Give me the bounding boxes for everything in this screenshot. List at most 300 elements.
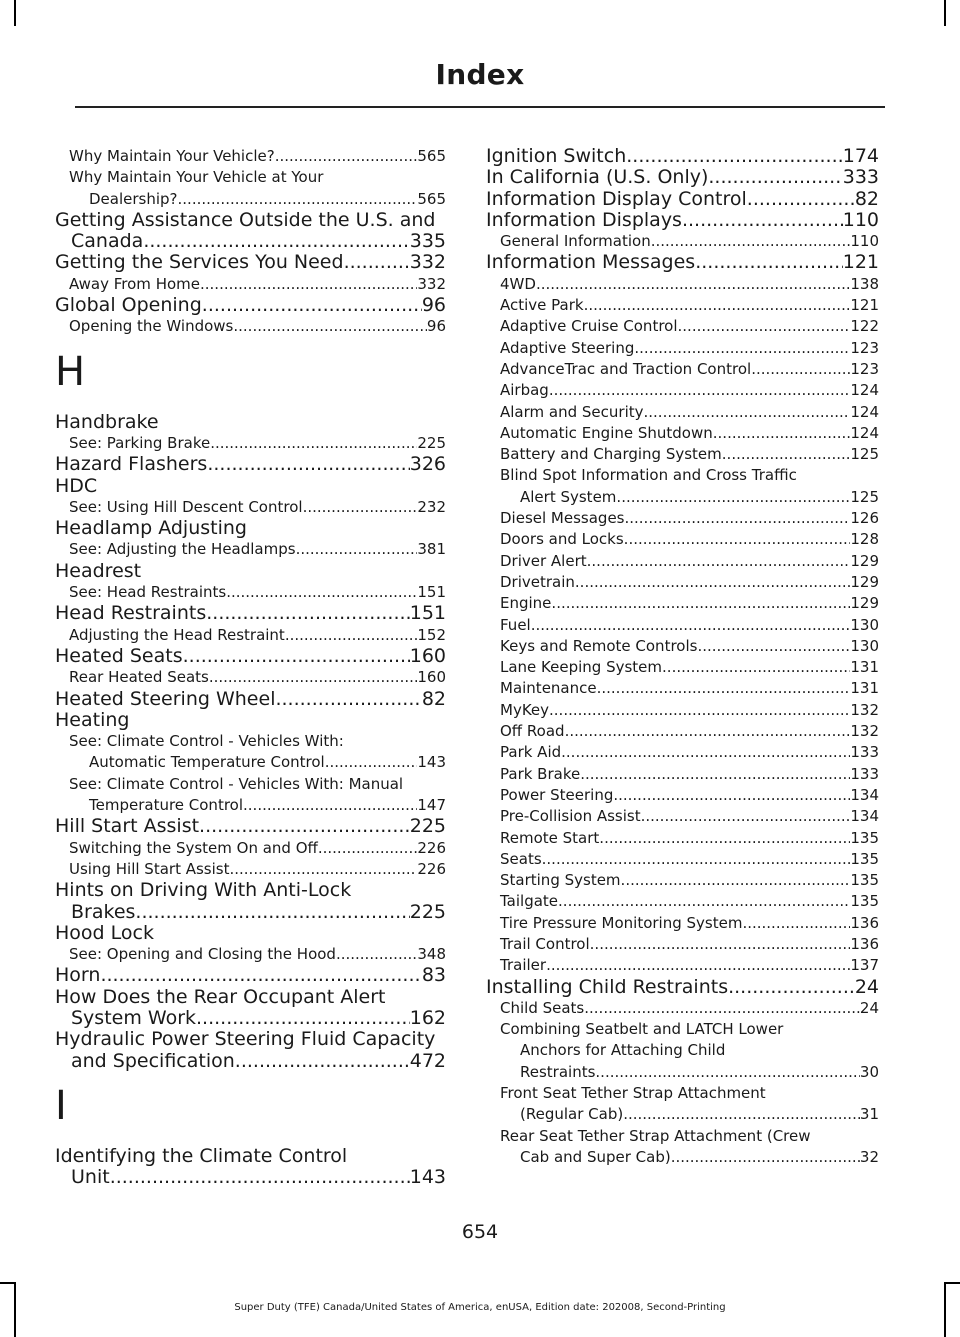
dot-leader (285, 625, 418, 646)
entry-text: Unit (71, 1166, 110, 1189)
index-entry (55, 710, 446, 731)
dot-leader (296, 539, 418, 560)
index-entry (486, 167, 879, 188)
index-subentry (486, 913, 879, 934)
crop-mark-top-right-v (944, 0, 946, 26)
entry-text: System Work (71, 1006, 197, 1029)
dot-leader (226, 582, 417, 603)
entry-text: Heated Seats (55, 645, 183, 667)
entry-text: Engine (500, 594, 552, 613)
page-reference: 332 (409, 252, 446, 274)
entry-text: Drivetrain (500, 572, 575, 591)
entry-text: Seats (500, 849, 542, 868)
dot-leader (551, 593, 850, 614)
entry-line (55, 1146, 446, 1167)
index-subentry (486, 1083, 879, 1126)
page-reference: 123 (850, 338, 879, 357)
entry-line (486, 977, 879, 998)
page-reference: 137 (850, 956, 879, 975)
index-subentry (486, 764, 879, 785)
entry-text: Horn (55, 965, 101, 987)
entry-line (486, 955, 879, 976)
entry-line (486, 742, 879, 763)
page-reference: 225 (409, 816, 446, 838)
page-reference: 138 (850, 274, 879, 293)
page-reference: 135 (850, 849, 879, 868)
entry-text: Lane Keeping System (500, 658, 663, 677)
entry-text: Heating (55, 709, 130, 731)
index-entry (55, 880, 446, 923)
index-subentry (55, 667, 446, 688)
page-reference: 110 (850, 232, 879, 251)
dot-leader (624, 529, 851, 550)
index-subentry (486, 1019, 879, 1083)
page-reference: 133 (850, 764, 879, 783)
index-subentry (486, 721, 879, 742)
entry-text: See: Using Hill Descent Control (69, 497, 303, 516)
dot-leader (549, 380, 851, 401)
dot-leader (697, 636, 850, 657)
dot-leader (671, 1147, 860, 1168)
index-subentry (486, 636, 879, 657)
entry-text: Identifying the Climate Control (55, 1145, 348, 1167)
entry-line (486, 572, 879, 593)
dot-leader (243, 795, 417, 816)
page-reference: 147 (417, 796, 446, 815)
entry-line (55, 625, 446, 646)
dot-leader (584, 998, 860, 1019)
page-reference: 333 (842, 167, 879, 189)
dot-leader (325, 752, 418, 773)
entry-line (55, 476, 446, 497)
index-subentry (486, 402, 879, 423)
index-subentry (486, 359, 879, 380)
dot-leader (651, 231, 851, 252)
dot-leader (590, 934, 851, 955)
entry-text: Headrest (55, 560, 142, 582)
dot-leader (728, 977, 855, 998)
page-reference: 124 (850, 381, 879, 400)
entry-line (486, 785, 879, 806)
index-subentry (486, 529, 879, 550)
entry-text: Why Maintain Your Vehicle at Your (69, 168, 324, 187)
dot-leader (623, 1104, 860, 1125)
entry-line (55, 603, 446, 624)
index-entry (55, 476, 446, 497)
entry-line (486, 806, 879, 827)
entry-line (486, 1083, 879, 1104)
index-subentry (486, 1126, 879, 1169)
entry-text: Hints on Driving With Anti-Lock (55, 880, 352, 902)
index-entry (55, 561, 446, 582)
index-subentry (486, 870, 879, 891)
entry-line (55, 518, 446, 539)
entry-text: Dealership? (89, 189, 178, 208)
entry-line (55, 880, 446, 901)
entry-line (55, 689, 446, 710)
dot-leader (196, 1008, 410, 1029)
entry-line (55, 433, 446, 454)
index-entry (486, 977, 879, 998)
entry-line (55, 944, 446, 965)
page-reference: 335 (409, 230, 446, 253)
page-reference: 472 (409, 1049, 446, 1072)
entry-line (486, 828, 879, 849)
dot-leader (275, 689, 421, 710)
entry-line (55, 295, 446, 316)
dot-leader (662, 657, 850, 678)
entry-line (486, 146, 879, 167)
page-reference: 136 (850, 934, 879, 953)
page-reference: 565 (417, 147, 446, 165)
entry-line (486, 423, 879, 444)
index-entry (55, 646, 446, 667)
page-reference: 232 (417, 497, 446, 516)
crop-mark-top-left-v (14, 0, 16, 26)
entry-line (486, 721, 879, 742)
entry-line (486, 316, 879, 337)
section-letter: I (55, 1082, 67, 1129)
entry-line (55, 539, 446, 560)
page-reference: 122 (850, 317, 879, 336)
crop-mark-bottom-left-h (0, 1282, 16, 1284)
entry-text: Active Park (500, 296, 584, 315)
entry-text: Park Brake (500, 764, 581, 783)
page-reference: 82 (854, 188, 879, 210)
dot-leader (713, 423, 851, 444)
entry-text: Front Seat Tether Strap Attachment (500, 1084, 766, 1103)
entry-text: Rear Heated Seats (69, 668, 209, 687)
index-subentry (486, 828, 879, 849)
index-entry (55, 518, 446, 539)
index-subentry (486, 338, 879, 359)
crop-mark-bottom-right-h (944, 1282, 960, 1284)
entry-text: See: Climate Control - Vehicles With: Manual (69, 774, 404, 793)
page-reference: 96 (426, 317, 446, 336)
entry-text: Installing Child Restraints (486, 976, 729, 998)
entry-line (55, 497, 446, 518)
entry-text: Handbrake (55, 411, 159, 433)
index-subentry (486, 316, 879, 337)
entry-text: See: Parking Brake (69, 433, 211, 452)
index-entry (486, 210, 879, 231)
page-reference: 30 (859, 1062, 879, 1081)
entry-line (55, 412, 446, 433)
entry-text: AdvanceTrac and Traction Control (500, 359, 752, 378)
dot-leader (747, 189, 855, 210)
entry-line (486, 934, 879, 955)
dot-leader (634, 338, 850, 359)
index-subentry (486, 274, 879, 295)
page-reference: 110 (842, 209, 879, 231)
entry-text: Trailer (500, 956, 547, 975)
dot-leader (613, 785, 850, 806)
dot-leader (751, 359, 850, 380)
entry-text: In California (U.S. Only) (486, 167, 709, 189)
entry-line (486, 700, 879, 721)
entry-text: Rear Seat Tether Strap Attachment (Crew (500, 1126, 811, 1145)
page-reference: 565 (417, 189, 446, 208)
page-reference: 131 (850, 658, 879, 677)
entry-text: Alarm and Security (500, 402, 644, 421)
page-reference: 143 (417, 753, 446, 772)
page-reference: 381 (417, 540, 446, 559)
page-reference: 151 (409, 603, 446, 625)
entry-text: Hazard Flashers (55, 454, 208, 476)
entry-text: Starting System (500, 871, 621, 890)
page-reference: 326 (409, 454, 446, 476)
index-subentry (55, 859, 446, 880)
dot-leader (616, 487, 850, 508)
entry-line (55, 1051, 446, 1072)
entry-line (486, 1019, 879, 1040)
index-subentry (55, 774, 446, 817)
entry-text: Airbag (500, 381, 549, 400)
page-reference: 225 (417, 433, 446, 452)
entry-text: Global Opening (55, 295, 202, 317)
entry-text: Brakes (71, 900, 136, 923)
entry-text: Child Seats (500, 998, 585, 1017)
entry-line (55, 167, 446, 188)
entry-text: HDC (55, 475, 98, 497)
index-column-right (486, 146, 879, 1168)
page-reference: 226 (417, 859, 446, 878)
page-reference: 125 (850, 445, 879, 464)
dot-leader (742, 913, 850, 934)
entry-text: Restraints (520, 1062, 596, 1081)
entry-line (55, 146, 446, 167)
entry-text: Driver Alert (500, 551, 587, 570)
entry-line (55, 454, 446, 475)
index-subentry (486, 465, 879, 508)
index-subentry (486, 572, 879, 593)
entry-line (486, 913, 879, 934)
entry-line (486, 1104, 879, 1125)
entry-line (55, 646, 446, 667)
entry-text: Adjusting the Head Restraint (69, 625, 285, 644)
entry-line (486, 529, 879, 550)
index-subentry (486, 785, 879, 806)
entry-text: 4WD (500, 274, 536, 293)
page-reference: 129 (850, 594, 879, 613)
entry-line (486, 189, 879, 210)
entry-text: See: Opening and Closing the Hood (69, 945, 336, 964)
index-subentry (486, 593, 879, 614)
entry-text: Doors and Locks (500, 530, 624, 549)
dot-leader (536, 274, 850, 295)
page-reference: 135 (850, 828, 879, 847)
entry-line (55, 274, 446, 295)
dot-leader (200, 274, 417, 295)
page-reference: 124 (850, 402, 879, 421)
entry-text: Alert System (520, 487, 617, 506)
entry-text: Cab and Super Cab) (520, 1147, 671, 1166)
dot-leader (135, 902, 409, 923)
entry-line (55, 923, 446, 944)
index-entry (55, 603, 446, 624)
entry-line (55, 1167, 446, 1188)
dot-leader (229, 859, 417, 880)
index-subentry (486, 998, 879, 1019)
index-subentry (486, 508, 879, 529)
dot-leader (183, 646, 410, 667)
entry-line (486, 380, 879, 401)
index-subentry (486, 295, 879, 316)
page-reference: 332 (417, 274, 446, 293)
dot-leader (336, 944, 417, 965)
dot-leader (233, 316, 427, 337)
entry-line (486, 465, 879, 486)
entry-text: Information Display Control (486, 188, 747, 210)
dot-leader (626, 146, 842, 167)
dot-leader (100, 965, 421, 986)
page-reference: 135 (850, 871, 879, 890)
index-subentry (486, 657, 879, 678)
entry-line (55, 561, 446, 582)
dot-leader (235, 1051, 410, 1072)
page-reference: 151 (417, 583, 446, 602)
page-reference: 123 (850, 359, 879, 378)
entry-line (55, 189, 446, 210)
page-reference: 32 (859, 1147, 879, 1166)
entry-line (55, 710, 446, 731)
index-subentry (55, 539, 446, 560)
entry-text: Switching the System On and Off (69, 838, 318, 857)
index-subentry (55, 625, 446, 646)
index-entry (486, 146, 879, 167)
entry-text: Automatic Temperature Control (89, 753, 325, 772)
index-subentry (486, 380, 879, 401)
entry-text: Battery and Charging System (500, 445, 722, 464)
entry-line (486, 1147, 879, 1168)
entry-text: Diesel Messages (500, 509, 625, 528)
page-reference: 24 (859, 998, 879, 1017)
dot-leader (682, 210, 843, 231)
dot-leader (580, 764, 850, 785)
dot-leader (595, 1062, 860, 1083)
page-title: Index (435, 58, 525, 91)
footer-edition-text: Super Duty (TFE) Canada/United States of America, enUSA, Edition date: 202008, Second-Printing (234, 1302, 726, 1313)
page-reference: 226 (417, 838, 446, 857)
entry-text: and Specification (71, 1049, 235, 1072)
entry-line (55, 816, 446, 837)
entry-text: Information Messages (486, 252, 696, 274)
entry-line (55, 231, 446, 252)
entry-text: (Regular Cab) (520, 1105, 624, 1124)
entry-line (486, 359, 879, 380)
entry-text: Adaptive Cruise Control (500, 317, 678, 336)
entry-text: Temperature Control (89, 796, 244, 815)
entry-text: Using Hill Start Assist (69, 859, 230, 878)
entry-line (55, 210, 446, 231)
dot-leader (599, 828, 850, 849)
entry-line (55, 667, 446, 688)
entry-text: See: Climate Control - Vehicles With: (69, 732, 344, 751)
entry-text: Heated Steering Wheel (55, 688, 276, 710)
index-entry (55, 965, 446, 986)
page-reference: 126 (850, 509, 879, 528)
entry-line (55, 987, 446, 1008)
index-subentry (486, 615, 879, 636)
entry-line (486, 998, 879, 1019)
index-entry (55, 295, 446, 316)
index-subentry (55, 582, 446, 603)
page-reference: 129 (850, 551, 879, 570)
entry-text: Away From Home (69, 274, 200, 293)
dot-leader (542, 849, 851, 870)
entry-text: Tailgate (500, 892, 559, 911)
entry-text: General Information (500, 232, 651, 251)
dot-leader (695, 252, 843, 273)
dot-leader (597, 678, 851, 699)
entry-line (486, 167, 879, 188)
dot-leader (624, 508, 850, 529)
dot-leader (209, 667, 418, 688)
index-subentry (486, 678, 879, 699)
page-reference: 134 (850, 785, 879, 804)
page-reference: 128 (850, 530, 879, 549)
page-reference: 135 (850, 892, 879, 911)
page-number: 654 (461, 1221, 499, 1243)
entry-line (486, 891, 879, 912)
entry-line (55, 859, 446, 880)
entry-line (486, 593, 879, 614)
entry-line (55, 752, 446, 773)
index-entry (486, 189, 879, 210)
index-subentry (486, 551, 879, 572)
dot-leader (587, 551, 851, 572)
index-entry (55, 816, 446, 837)
entry-text: Keys and Remote Controls (500, 636, 698, 655)
entry-line (486, 764, 879, 785)
entry-text: Canada (71, 230, 144, 253)
index-entry (55, 689, 446, 710)
entry-line (486, 274, 879, 295)
index-subentry (486, 700, 879, 721)
entry-text: Adaptive Steering (500, 338, 635, 357)
page-reference: 131 (850, 679, 879, 698)
page-reference: 121 (842, 252, 879, 274)
entry-text: Hood Lock (55, 922, 154, 944)
page-reference: 130 (850, 636, 879, 655)
page-reference: 174 (842, 146, 879, 167)
index-subentry (486, 891, 879, 912)
index-entry (55, 1146, 446, 1189)
entry-line (486, 636, 879, 657)
entry-line (55, 774, 446, 795)
entry-line (486, 508, 879, 529)
entry-text: See: Head Restraints (69, 583, 227, 602)
entry-text: Ignition Switch (486, 146, 627, 167)
dot-leader (644, 402, 851, 423)
dot-leader (344, 252, 410, 273)
entry-text: Hill Start Assist (55, 816, 200, 838)
dot-leader (202, 295, 422, 316)
index-subentry (486, 444, 879, 465)
dot-leader (722, 444, 851, 465)
dot-leader (199, 816, 410, 837)
entry-line (486, 657, 879, 678)
entry-line (486, 295, 879, 316)
dot-leader (565, 721, 851, 742)
entry-text: Automatic Engine Shutdown (500, 423, 713, 442)
entry-text: Maintenance (500, 679, 597, 698)
entry-line (55, 1029, 446, 1050)
page-reference: 160 (409, 645, 446, 667)
index-entry (55, 923, 446, 944)
entry-text: Park Aid (500, 743, 562, 762)
index-subentry (55, 274, 446, 295)
